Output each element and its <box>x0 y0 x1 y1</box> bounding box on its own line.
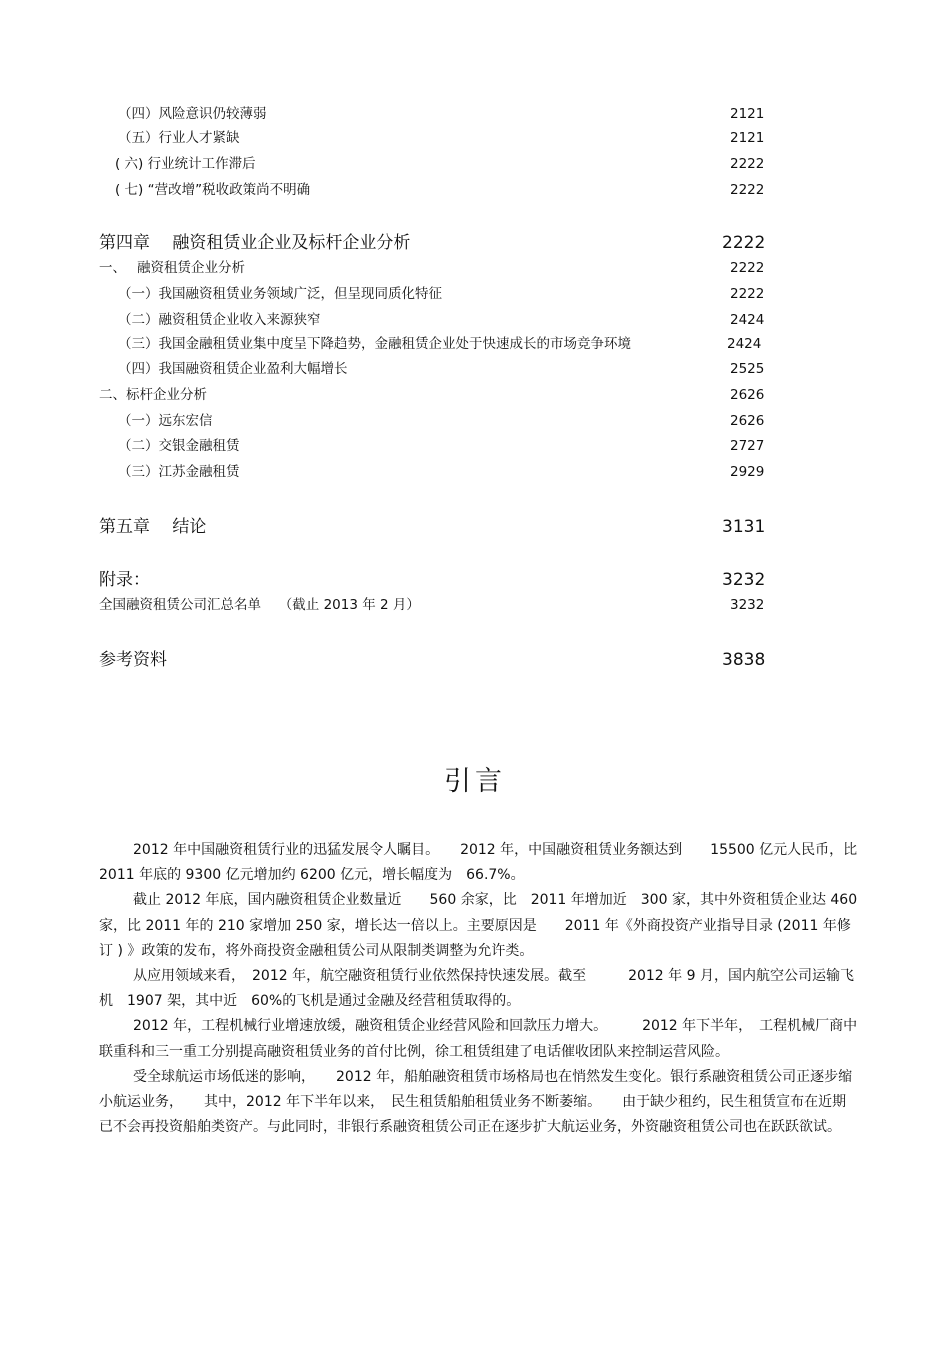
toc-entry-page: 2929 <box>730 464 765 480</box>
toc-entry-page: 2222 <box>730 182 765 198</box>
toc-entry-page: 2424 <box>730 312 765 328</box>
toc-entry-title: 二、标杆企业分析 <box>99 387 207 403</box>
toc-chapter <box>0 647 950 673</box>
toc-chapter <box>0 567 950 593</box>
paragraph: 2012 年中国融资租赁行业的迅猛发展令人瞩目。 2012 年，中国融资租赁业务额达到 15500 亿元人民币，比 2011 年底的 9300 亿元增加约 6200 亿元，增长幅度为 66.7%。 <box>99 842 858 884</box>
toc-chapter-page: 3232 <box>722 570 766 590</box>
toc-entry-title: （三）江苏金融租赁 <box>118 464 240 480</box>
toc-entry <box>0 333 950 355</box>
toc-entry-page: 3232 <box>730 597 765 613</box>
toc-entry-page: 2222 <box>730 156 765 172</box>
toc-entry <box>0 461 950 483</box>
body-text <box>99 838 859 1140</box>
section-title: 引言 <box>444 766 506 797</box>
toc-chapter-title: 第四章 融资租赁业企业及标杆企业分析 <box>99 233 411 253</box>
toc-chapter-page: 2222 <box>722 233 766 253</box>
paragraph: 从应用领域来看， 2012 年，航空融资租赁行业依然保持快速发展。截至 2012 年 9 月，国内航空公司运输飞机 1907 架，其中近 60%的飞机是通过金融及经营租赁取得的。 <box>99 968 854 1010</box>
paragraph: 2012 年，工程机械行业增速放缓，融资租赁企业经营风险和回款压力增大。 2012 年下半年， 工程机械厂商中联重科和三一重工分别提高融资租赁业务的首付比例，徐工租赁组建了电话催收团队来控制运营风险。 <box>99 1018 858 1060</box>
toc-entry <box>0 127 950 149</box>
toc-entry-page: 2626 <box>730 413 765 429</box>
toc-entry-page: 2121 <box>730 130 765 146</box>
toc-chapter-page: 3131 <box>722 517 766 537</box>
toc-entry-page: 2222 <box>730 260 765 276</box>
toc-entry <box>0 358 950 380</box>
toc-chapter-page: 3838 <box>722 650 766 670</box>
toc-entry <box>0 283 950 305</box>
toc-entry-title: （四）我国融资租赁企业盈利大幅增长 <box>118 361 348 377</box>
toc-chapter-title: 附录： <box>99 570 150 590</box>
toc-entry-page: 2525 <box>730 361 765 377</box>
paragraph: 截止 2012 年底，国内融资租赁企业数量近 560 余家，比 2011 年增加近 300 家，其中外资租赁企业达 460 家，比 2011 年的 210 家增加 250 家，增长达一倍以上。主要原因是 2011 年《外商投资产业指导目录 (2011 年修订 ) 》政策的发布，将外商投资金融租赁公司从限制类调整为允许类。 <box>99 892 858 959</box>
toc-entry-title: ( 六) 行业统计工作滞后 <box>115 156 256 172</box>
toc-entry-page: 2121 <box>730 106 765 122</box>
toc-entry <box>0 410 950 432</box>
toc-entry-title: （二）交银金融租赁 <box>118 438 240 454</box>
toc-entry-title: （四）风险意识仍较薄弱 <box>118 106 267 122</box>
toc-entry-page: 2222 <box>730 286 765 302</box>
toc-entry <box>0 179 950 201</box>
toc-entry-page: 2727 <box>730 438 765 454</box>
toc-entry <box>0 103 950 125</box>
toc-entry-title: （二）融资租赁企业收入来源狭窄 <box>118 312 321 328</box>
toc-entry-page: 2424 <box>727 336 762 352</box>
toc-entry <box>0 435 950 457</box>
toc-entry-title: （一）远东宏信 <box>118 413 213 429</box>
toc-entry <box>0 257 950 279</box>
toc-entry <box>0 309 950 331</box>
toc-entry-title: 全国融资租赁公司汇总名单 （截止 2013 年 2 月） <box>99 597 420 613</box>
toc-entry-title: （五）行业人才紧缺 <box>118 130 240 146</box>
toc-entry <box>0 384 950 406</box>
toc-entry <box>0 153 950 175</box>
toc-chapter <box>0 514 950 540</box>
toc-entry-title: 一、 融资租赁企业分析 <box>99 260 246 276</box>
toc-entry <box>0 594 950 616</box>
paragraph: 受全球航运市场低迷的影响， 2012 年，船舶融资租赁市场格局也在悄然发生变化。银行系融资租赁公司正逐步缩小航运业务， 其中，2012 年下半年以来， 民生租赁船舶租赁业务不断萎缩。 由于缺少租约，民生租赁宣布在近期已不会再投资船舶类资产。与此同时，非银行系融资租赁公司正在逐步扩大航运业务，外资融资租赁公司也在跃跃欲试。 <box>99 1068 853 1136</box>
toc-chapter-title: 第五章 结论 <box>99 517 207 537</box>
toc-entry-page: 2626 <box>730 387 765 403</box>
toc-entry-title: （三）我国金融租赁业集中度呈下降趋势，金融租赁企业处于快速成长的市场竞争环境 <box>118 336 631 352</box>
toc-chapter <box>0 230 950 256</box>
toc-entry-title: （一）我国融资租赁业务领域广泛，但呈现同质化特征 <box>118 286 442 302</box>
toc-entry-title: ( 七) “营改增”税收政策尚不明确 <box>115 182 311 198</box>
toc-chapter-title: 参考资料 <box>99 650 167 670</box>
